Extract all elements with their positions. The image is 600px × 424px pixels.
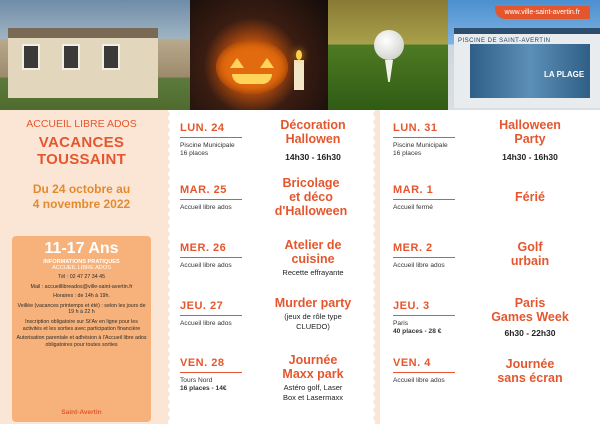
day-label: VEN. 4 [393, 357, 431, 369]
place-text: Tours Nord [180, 377, 213, 384]
activity-title [469, 296, 591, 324]
evening-text: Veillée (vacances printemps et été) : selon les jours de 19 h à 22 h [17, 302, 146, 316]
title-line: Halloween [499, 118, 561, 132]
email-text[interactable]: Mail : accueillibreados@ville-saint-avertin.fr [30, 283, 133, 290]
detail-text: 16 places - 14€ [180, 385, 227, 392]
info-box [12, 236, 151, 422]
detail-text: 16 places [180, 150, 209, 157]
day-underline [180, 199, 242, 200]
detail-text: 16 places [393, 150, 422, 157]
window-shape [102, 44, 120, 70]
place-text: Accueil fermé [393, 204, 433, 211]
day-label: MAR. 1 [393, 184, 434, 196]
place-text: Piscine Municipale [180, 142, 235, 149]
photo-golf-ball [328, 0, 448, 110]
phone-text: Tél : 02 47 27 34 45 [57, 274, 106, 280]
schedule-item [393, 347, 593, 409]
day-label: MER. 26 [180, 242, 227, 254]
day-underline [393, 315, 455, 316]
day-label: LUN. 24 [180, 122, 225, 134]
title-line: et déco [289, 190, 333, 204]
window-shape [22, 44, 40, 70]
info-subtitle: ACCUEIL LIBRE ADOS [52, 265, 111, 271]
detail-text: 40 places - 28 € [393, 328, 442, 335]
title-line: Golf [517, 240, 543, 254]
pool-sign: PISCINE DE SAINT-AVERTIN [458, 38, 551, 44]
activity-title [469, 240, 591, 268]
day-underline [180, 257, 242, 258]
age-range: 11-17 Ans [44, 240, 119, 257]
activity-subtitle [252, 383, 374, 403]
window-shape [62, 44, 80, 70]
day-underline [393, 199, 455, 200]
subtitle-line: Astéro golf, Laser [283, 383, 343, 392]
day-underline [180, 137, 242, 138]
date-line: Du 24 octobre au [32, 182, 131, 196]
title-line: Paris [514, 296, 546, 310]
place-text: Accueil libre ados [180, 204, 232, 211]
schedule-item [393, 174, 593, 236]
title-line: VACANCES [38, 134, 125, 151]
day-label: MAR. 25 [180, 184, 227, 196]
activity-title [258, 238, 368, 266]
schedule-item [393, 290, 593, 352]
title-line: Journée [288, 353, 338, 367]
info-title: INFORMATIONS PRATIQUES [43, 259, 120, 265]
title-line: d'Halloween [274, 204, 348, 218]
place-text: Accueil libre ados [180, 320, 232, 327]
registration-text: Inscription obligatoire sur St'Av en ligne pour les activités et les sorties avec participation financière [22, 318, 141, 332]
day-underline [180, 315, 242, 316]
day-label: MER. 2 [393, 242, 433, 254]
title-line: cuisine [291, 252, 335, 266]
day-underline [393, 137, 455, 138]
left-column [0, 110, 163, 424]
kicker: ACCUEIL LIBRE ADOS [26, 118, 137, 130]
title-line: Party [514, 132, 546, 146]
page-title [0, 134, 163, 168]
title-line: Hallowen [285, 132, 341, 146]
pumpkin-shape [216, 40, 288, 94]
title-line: Férié [515, 190, 545, 204]
schedule-item [393, 112, 593, 174]
subtitle-line: (jeux de rôle type [284, 312, 342, 321]
date-range [0, 182, 163, 212]
activity-title [258, 353, 368, 381]
day-underline [393, 257, 455, 258]
city-logo [12, 409, 151, 416]
day-underline [393, 372, 455, 373]
title-line: TOUSSAINT [36, 151, 127, 168]
activity-subtitle: 14h30 - 16h30 [502, 152, 558, 162]
activity-subtitle [252, 312, 374, 332]
day-label: VEN. 28 [180, 357, 225, 369]
activity-title [469, 118, 591, 146]
date-line: 4 novembre 2022 [32, 197, 131, 211]
pumpkin-mouth [232, 74, 272, 84]
photo-youth-center [0, 0, 190, 110]
activity-title [252, 296, 374, 310]
activity-title [469, 190, 591, 204]
place-text: Accueil libre ados [393, 262, 445, 269]
schedule-item [180, 347, 370, 409]
title-line: Bricolage [282, 176, 340, 190]
schedule-item [180, 112, 370, 174]
golf-ball-shape [374, 30, 404, 60]
day-label: LUN. 31 [393, 122, 438, 134]
schedule-item [180, 232, 370, 294]
day-label: JEU. 27 [180, 300, 224, 312]
title-line: Games Week [491, 310, 569, 324]
activity-title [254, 176, 368, 218]
day-underline [180, 372, 242, 373]
pool-name: LA PLAGE [544, 70, 585, 79]
subtitle-line: CLUEDO) [296, 322, 330, 331]
candle-shape [294, 60, 304, 90]
title-line: Décoration [280, 118, 346, 132]
authorization-text: Autorisation parentale et adhésion à l'Accueil libre ados obligatoires pour toutes sorties [16, 335, 147, 348]
logo-text: Saint-Avertin [61, 409, 102, 416]
day-label: JEU. 3 [393, 300, 430, 312]
title-line: Atelier de [284, 238, 342, 252]
schedule-item [393, 232, 593, 294]
place-text: Paris [393, 320, 409, 327]
subtitle-line: Box et Lasermaxx [282, 393, 344, 402]
candle-flame [296, 50, 302, 60]
schedule-item [180, 174, 370, 236]
title-line: Maxx park [282, 367, 344, 381]
activity-subtitle: 14h30 - 16h30 [285, 152, 341, 162]
activity-subtitle: 6h30 - 22h30 [504, 328, 556, 338]
hours-text: Horaires : de 14h à 19h. [53, 293, 110, 300]
golf-tee-shape [385, 60, 393, 82]
photo-pumpkin [190, 0, 328, 110]
activity-subtitle: Recette effrayante [282, 268, 344, 277]
place-text: Accueil libre ados [393, 377, 445, 384]
title-line: sans écran [497, 371, 563, 385]
place-text: Piscine Municipale [393, 142, 448, 149]
title-line: Journée [505, 357, 555, 371]
perforation [372, 110, 379, 424]
perforation [164, 110, 171, 424]
place-text: Accueil libre ados [180, 262, 232, 269]
activity-title [469, 357, 591, 385]
website-link[interactable]: www.ville-saint-avertin.fr [495, 6, 590, 19]
activity-title [258, 118, 368, 146]
schedule-item [180, 290, 370, 352]
title-line: Murder party [274, 296, 352, 310]
title-line: urbain [510, 254, 550, 268]
